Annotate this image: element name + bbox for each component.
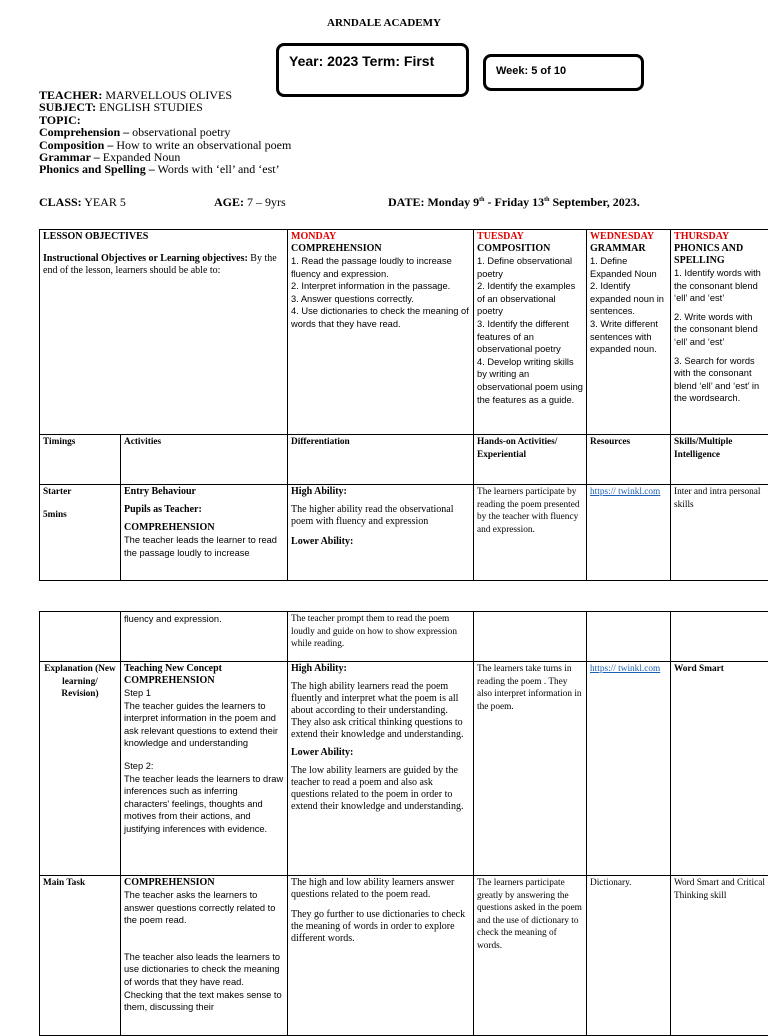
monday-topic: COMPREHENSION	[291, 243, 470, 255]
main-task-activity-topic: COMPREHENSION	[124, 877, 284, 889]
list-item: 2. Write words with the consonant blend ‘ell’ and ‘est’	[674, 311, 766, 349]
monday-objectives	[288, 230, 474, 435]
topic-composition: Composition – How to write an observational poem	[39, 139, 291, 151]
thursday-objectives	[671, 230, 768, 435]
main-task-resources: Dictionary.	[587, 876, 671, 1036]
lesson-plan-table-page2	[39, 611, 768, 1036]
explanation-activities	[121, 662, 288, 876]
explanation-timing: Explanation (New learning/ Revision)	[40, 662, 121, 876]
class-field: CLASS: YEAR 5	[39, 195, 126, 210]
year-term-box: Year: 2023 Term: First	[276, 43, 469, 97]
list-item: 2. Interpret information in the passage.	[291, 280, 470, 293]
high-ability-text: The high ability learners read the poem fluently and interpret what the poem is all about according to their understanding. They also ask critical thinking questions to extend their knowledge and understanding.	[291, 681, 470, 741]
main-task-differentiation	[288, 876, 474, 1036]
low-ability-label: Lower Ability:	[291, 536, 470, 548]
starter-resources	[587, 485, 671, 581]
list-item: 3. Answer questions correctly.	[291, 293, 470, 306]
explanation-resources	[587, 662, 671, 876]
tuesday-objectives	[474, 230, 587, 435]
col-activities: Activities	[121, 435, 288, 485]
high-ability-label: High Ability:	[291, 486, 470, 498]
col-skills: Skills/Multiple Intelligence	[671, 435, 768, 485]
starter-differentiation	[288, 485, 474, 581]
age-field: AGE: 7 – 9yrs	[214, 195, 286, 210]
lesson-header	[39, 89, 291, 176]
day-wednesday: WEDNESDAY	[590, 231, 667, 243]
starter-activity-title: Entry Behaviour	[124, 486, 284, 498]
starter-activity-text: The teacher leads the learner to read the passage loudly to increase	[124, 534, 284, 559]
explanation-step2: Step 2:	[124, 760, 284, 773]
explanation-step1-text: The teacher guides the learners to interpret information in the poem and ask relevant questions to extend their knowledge and understanding	[124, 700, 284, 750]
resource-link[interactable]: https:// twinkl.com	[590, 664, 660, 674]
date-field: DATE: Monday 9th - Friday 13th September, 2023.	[388, 195, 640, 210]
starter-timing: Starter 5mins	[40, 485, 121, 581]
starter-duration: 5mins	[43, 509, 117, 522]
starter-activities	[121, 485, 288, 581]
list-item: 2. Identify expanded noun in sentences.	[590, 280, 667, 318]
explanation-step1: Step 1	[124, 687, 284, 700]
main-task-diff-text1: The high and low ability learners answer questions related to the poem read.	[291, 877, 470, 901]
subject-line: SUBJECT: ENGLISH STUDIES	[39, 101, 291, 113]
cont-skills	[671, 612, 768, 662]
explanation-skills: Word Smart	[671, 662, 768, 876]
list-item: 3. Search for words with the consonant blend ‘ell’ and ‘est’ in the wordsearch.	[674, 355, 766, 405]
objectives-cell	[40, 230, 288, 435]
main-task-activity-text2: The teacher also leads the learners to use dictionaries to check the meaning of words that they have read. Checking that the text makes sense to them, discussing their	[124, 951, 284, 1014]
thursday-topic: PHONICS AND SPELLING	[674, 243, 766, 267]
col-timings: Timings	[40, 435, 121, 485]
col-resources: Resources	[587, 435, 671, 485]
main-task-skills: Word Smart and Critical Thinking skill	[671, 876, 768, 1036]
day-tuesday: TUESDAY	[477, 231, 583, 243]
wednesday-objectives	[587, 230, 671, 435]
high-ability-label: High Ability:	[291, 663, 470, 675]
cont-activity: fluency and expression.	[121, 612, 288, 662]
list-item: 1. Define observational poetry	[477, 255, 583, 280]
high-ability-text: The higher ability read the observational poem with fluency and expression	[291, 504, 470, 528]
week-box: Week: 5 of 10	[483, 54, 644, 91]
table-row	[40, 876, 768, 1036]
topic-label: TOPIC:	[39, 114, 291, 126]
low-ability-text: The low ability learners are guided by the teacher to read a poem and also ask questions related to the poem in order to extend their knowledge and understanding.	[291, 765, 470, 813]
column-header-row	[40, 435, 768, 485]
topic-phonics: Phonics and Spelling – Words with ‘ell’ and ‘est’	[39, 163, 291, 175]
starter-skills: Inter and intra personal skills	[671, 485, 768, 581]
objectives-row	[40, 230, 768, 435]
list-item: 1. Identify words with the consonant blend ‘ell’ and ‘est’	[674, 267, 766, 305]
explanation-step2-text: The teacher leads the learners to draw inferences such as inferring characters' feelings, thoughts and motives from their actions, and justifying inferences with evidence.	[124, 773, 284, 836]
list-item: 1. Define Expanded Noun	[590, 255, 667, 280]
list-item: 3. Write different sentences with expanded noun.	[590, 318, 667, 356]
list-item: 3. Identify the different features of an observational poetry	[477, 318, 583, 356]
topic-grammar: Grammar – Expanded Noun	[39, 151, 291, 163]
day-monday: MONDAY	[291, 231, 470, 243]
teacher-line: TEACHER: MARVELLOUS OLIVES	[39, 89, 291, 101]
objectives-intro: Instructional Objectives or Learning objectives: By the end of the lesson, learners should be able to:	[43, 253, 284, 277]
explanation-handson: The learners take turns in reading the poem . They also interpret information in the poem.	[474, 662, 587, 876]
table-row	[40, 612, 768, 662]
list-item: 2. Identify the examples of an observational poetry	[477, 280, 583, 318]
topic-comprehension: Comprehension – observational poetry	[39, 126, 291, 138]
cont-handson	[474, 612, 587, 662]
explanation-differentiation	[288, 662, 474, 876]
tuesday-topic: COMPOSITION	[477, 243, 583, 255]
starter-handson: The learners participate by reading the poem presented by the teacher with fluency and expression.	[474, 485, 587, 581]
list-item: 4. Develop writing skills by writing an observational poem using the features as a guide.	[477, 356, 583, 406]
low-ability-label: Lower Ability:	[291, 747, 470, 759]
main-task-diff-text2: They go further to use dictionaries to check the meaning of words in order to explore different words.	[291, 909, 470, 945]
starter-activity-topic: COMPREHENSION	[124, 522, 284, 534]
cont-timing	[40, 612, 121, 662]
col-handson: Hands-on Activities/ Experiential	[474, 435, 587, 485]
cont-resources	[587, 612, 671, 662]
cont-differentiation: The teacher prompt them to read the poem loudly and guide on how to show expression while reading.	[288, 612, 474, 662]
school-name: ARNDALE ACADEMY	[0, 17, 768, 29]
table-row	[40, 662, 768, 876]
main-task-timing: Main Task	[40, 876, 121, 1036]
main-task-handson: The learners participate greatly by answering the questions asked in the poem and the use of dictionary to check the meaning of words.	[474, 876, 587, 1036]
starter-activity-sub: Pupils as Teacher:	[124, 504, 284, 516]
lesson-plan-table-page1	[39, 229, 768, 581]
list-item: 1. Read the passage loudly to increase fluency and expression.	[291, 255, 470, 280]
objectives-heading: LESSON OBJECTIVES	[43, 231, 284, 243]
explanation-activity-topic: COMPREHENSION	[124, 675, 284, 687]
explanation-activity-title: Teaching New Concept	[124, 663, 284, 675]
list-item: 4. Use dictionaries to check the meaning of words that they have read.	[291, 305, 470, 330]
table-row	[40, 485, 768, 581]
col-differentiation: Differentiation	[288, 435, 474, 485]
main-task-activity-text1: The teacher asks the learners to answer questions correctly related to the poem read.	[124, 889, 284, 927]
wednesday-topic: GRAMMAR	[590, 243, 667, 255]
resource-link[interactable]: https:// twinkl.com	[590, 487, 660, 497]
day-thursday: THURSDAY	[674, 231, 766, 243]
main-task-activities	[121, 876, 288, 1036]
